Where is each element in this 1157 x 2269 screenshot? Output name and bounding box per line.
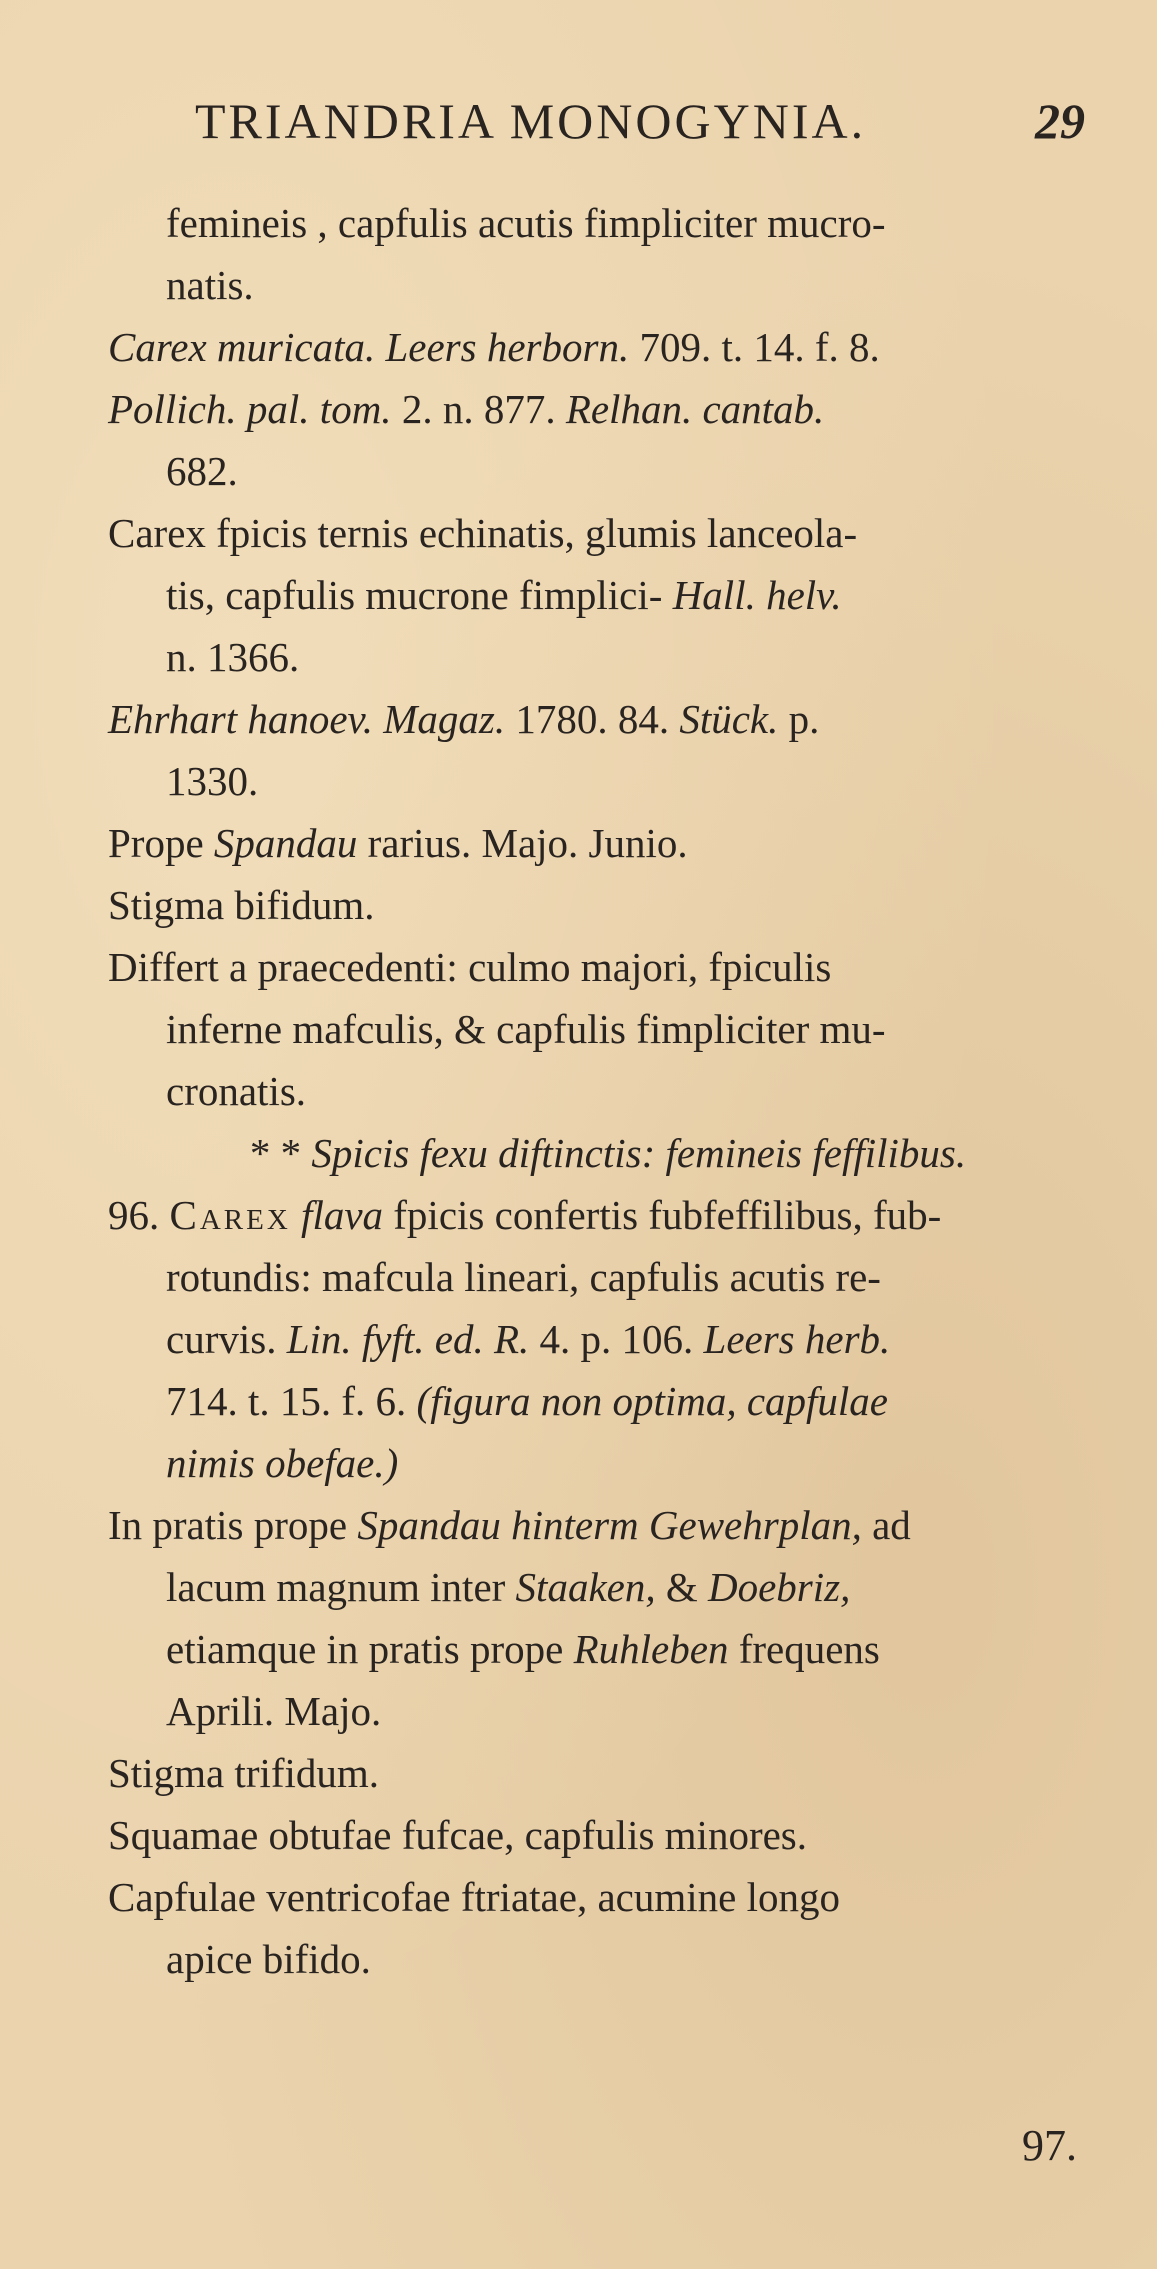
text-line [108,1246,1088,1308]
text-segment [291,1192,301,1238]
text-line [108,874,1088,936]
text-segment: Stück. [679,696,779,742]
text-segment: Ehrhart hanoev. Magaz. [108,696,506,742]
text-segment: Capfulae ventricofae ftriatae, acumine longo [108,1874,840,1920]
text-segment: 4. p. 106. [529,1316,704,1362]
text-line [108,192,1088,254]
text-line [108,1618,1088,1680]
text-segment: Spicis fexu diftinctis: femineis feffilibus. [311,1130,967,1176]
text-segment: inferne mafculis, & capfulis fimpliciter mu- [166,1006,886,1052]
text-segment: Squamae obtufae fufcae, capfulis minores. [108,1812,808,1858]
text-segment: p. [778,696,820,742]
text-segment: 714. t. 15. f. 6. [166,1378,417,1424]
text-segment: Prope [108,820,214,866]
text-segment [375,324,385,370]
text-line [108,1122,1088,1184]
text-segment: lacum magnum inter [166,1564,516,1610]
text-segment: 709. t. 14. f. 8. [629,324,880,370]
text-segment: ad [861,1502,911,1548]
text-line [108,502,1088,564]
text-line [108,1308,1088,1370]
text-segment: Carex muricata. [108,324,376,370]
text-segment: Relhan. cantab. [565,386,825,432]
text-segment: Spandau [213,820,358,866]
text-segment: etiamque in pratis prope [166,1626,574,1672]
text-segment: Stigma bifidum. [108,882,375,928]
text-segment: cronatis. [166,1068,307,1114]
text-segment: curvis. [166,1316,287,1362]
text-line [108,1680,1088,1742]
text-line [108,440,1088,502]
text-segment: 2. n. 877. [391,386,566,432]
text-line [108,1928,1088,1990]
text-segment: 682. [166,448,238,494]
text-line [108,378,1088,440]
text-line [108,1494,1088,1556]
text-segment: 96. [108,1192,170,1238]
text-line [108,998,1088,1060]
text-segment: Differt a praecedenti: culmo majori, fpiculis [108,944,832,990]
text-segment: Staaken, [515,1564,656,1610]
text-segment: frequens [728,1626,880,1672]
text-segment: Leers herb. [703,1316,891,1362]
text-line [108,626,1088,688]
text-line [108,936,1088,998]
text-segment: apice bifido. [166,1936,371,1982]
text-segment: Carex [169,1192,291,1238]
text-line [108,1370,1088,1432]
text-segment: femineis , capfulis acutis fimpliciter mucro- [166,200,886,246]
text-line [108,1742,1088,1804]
text-line [108,1866,1088,1928]
text-segment: Hall. helv. [672,572,842,618]
text-segment: nimis obefae.) [166,1440,399,1486]
text-segment: & [655,1564,708,1610]
text-segment: rarius. Majo. Junio. [357,820,688,866]
text-line [108,750,1088,812]
text-segment: natis. [166,262,254,308]
page-body [108,192,1088,1990]
text-segment: flava [301,1192,384,1238]
text-line [108,1804,1088,1866]
running-header [195,92,1095,162]
text-segment: Spandau hinterm Gewehrplan, [357,1502,862,1548]
text-line [108,1432,1088,1494]
text-segment: tis, capfulis mucrone fimplici- [166,572,673,618]
text-segment: (figura non optima, capfulae [416,1378,889,1424]
catchword: 97. [1022,2121,1077,2170]
text-segment: Leers herborn. [385,324,630,370]
text-segment: Pollich. pal. tom. [108,386,392,432]
text-segment: 1780. 84. [505,696,680,742]
text-segment: In pratis prope [108,1502,358,1548]
text-segment: Stigma trifidum. [108,1750,380,1796]
text-line [108,254,1088,316]
text-line [108,1184,1088,1246]
text-line [108,316,1088,378]
text-segment: * * [249,1130,312,1176]
text-segment: rotundis: mafcula lineari, capfulis acutis re- [166,1254,881,1300]
text-line [108,564,1088,626]
text-segment: Doebriz, [708,1564,851,1610]
page-number: 29 [1035,93,1085,149]
text-segment: Lin. fyft. ed. R. [286,1316,530,1362]
header-title: TRIANDRIA MONOGYNIA. [195,93,867,149]
text-line [108,812,1088,874]
text-segment: 1330. [166,758,259,804]
text-segment: Aprili. Majo. [166,1688,382,1734]
text-segment: fpicis confertis fubfeffilibus, fub- [383,1192,942,1238]
text-segment: Carex fpicis ternis echinatis, glumis lanceola- [108,510,858,556]
text-segment: n. 1366. [166,634,300,680]
text-line [108,688,1088,750]
text-line [108,1060,1088,1122]
text-segment: Ruhleben [573,1626,729,1672]
text-line [108,1556,1088,1618]
